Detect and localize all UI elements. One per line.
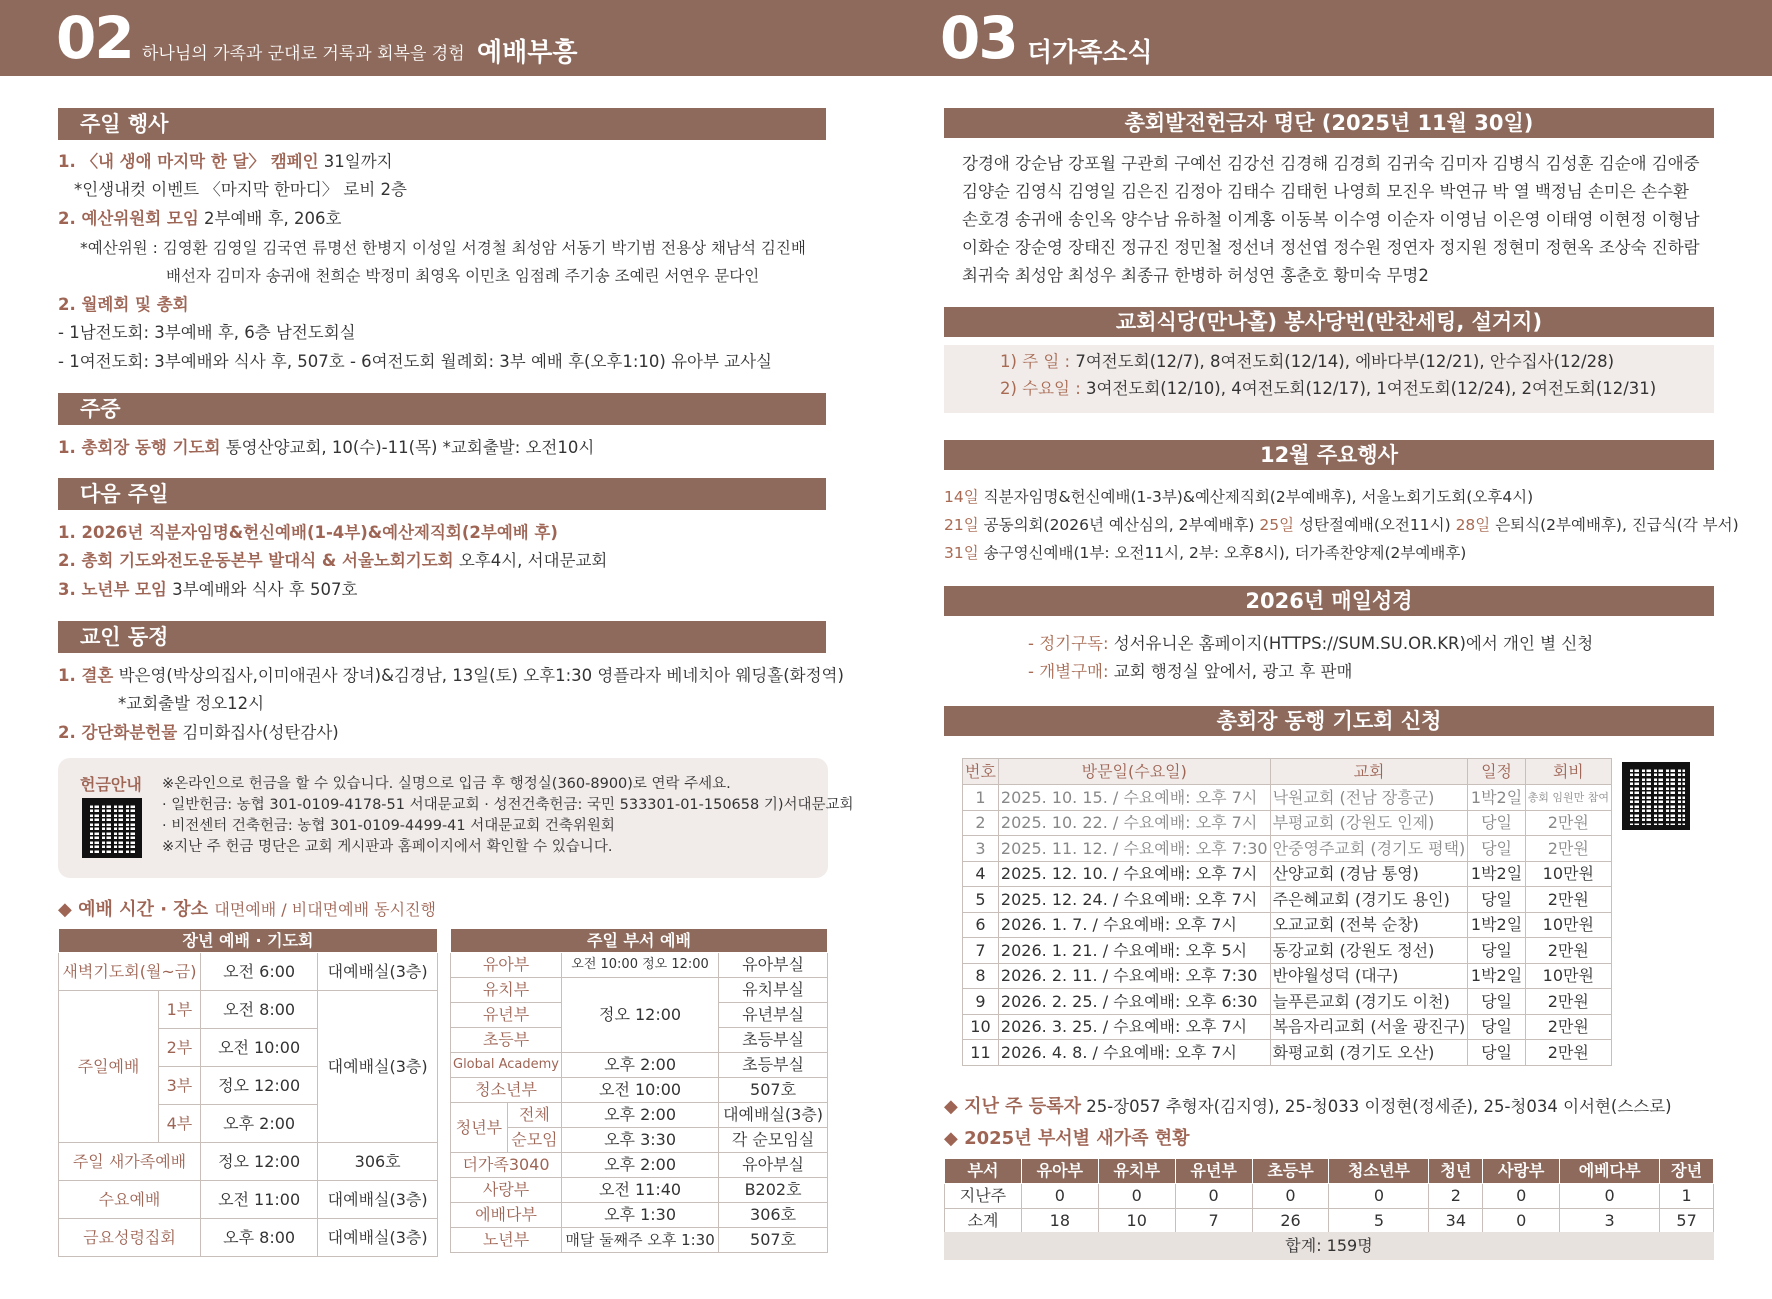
dept-time: 오후 1:30 <box>562 1203 719 1228</box>
dept-table-title: 주일 부서 예배 <box>451 929 828 953</box>
table-row <box>963 1014 1612 1040</box>
newfamily-worship-place: 306호 <box>318 1143 438 1181</box>
cafeteria-wednesday: 2) 수요일 : 3여전도회(12/10), 4여전도회(12/17), 1여전도회(12/24), 2여전도회(12/31) <box>1000 379 1657 398</box>
table-cell: 1박2일 <box>1468 912 1525 938</box>
dept-time: 매달 둘째주 오후 1:30 <box>562 1228 719 1253</box>
dept-name: 유치부 <box>451 978 562 1003</box>
table-cell: 18 <box>1021 1209 1098 1234</box>
friday-meeting-time: 오후 8:00 <box>200 1219 317 1257</box>
table-row <box>963 963 1612 989</box>
dept-name: 순모임 <box>507 1128 561 1153</box>
table-cell: 10만원 <box>1525 912 1611 938</box>
col-header: 방문일(수요일) <box>998 759 1270 785</box>
col-header: 에베다부 <box>1560 1159 1660 1184</box>
bible-subscription: - 정기구독: 성서유니온 홈페이지(HTTPS://SUM.SU.OR.KR)에서 개인 별 신청 <box>1028 634 1594 653</box>
table-cell: 3 <box>963 836 999 862</box>
table-cell: 당일 <box>1468 1014 1525 1040</box>
col-header: 번호 <box>963 759 999 785</box>
dept-place: 유아부실 <box>719 1153 828 1178</box>
table-cell: 2만원 <box>1525 836 1611 862</box>
table-cell: 10만원 <box>1525 861 1611 887</box>
friday-meeting-name: 금요성령집회 <box>59 1219 201 1257</box>
section-donors: 총회발전헌금자 명단 (2025년 11월 30일) <box>944 108 1714 138</box>
table-cell: 26 <box>1252 1209 1329 1234</box>
dept-place: 유치부실 <box>719 978 828 1003</box>
table-row <box>963 989 1612 1015</box>
col-header: 장년 <box>1660 1159 1714 1184</box>
next-item-1: 1. 2026년 직분자임명&헌신예배(1-4부)&예산제직회(2부예배 후) <box>58 523 558 542</box>
table-cell: 2026. 4. 8. / 수요예배: 오후 7시 <box>998 1040 1270 1066</box>
table-cell: 주은혜교회 (경기도 용인) <box>1270 887 1468 913</box>
col-header: 유아부 <box>1021 1159 1098 1184</box>
dawn-prayer-name: 새벽기도회(월~금) <box>59 953 201 991</box>
sunday-item-1: 1. 〈내 생애 마지막 한 달〉 캠페인 31일까지 <box>58 152 393 171</box>
col-header: 부서 <box>945 1159 1022 1184</box>
dept-time: 오전 10:00 정오 12:00 <box>562 953 719 978</box>
col-header: 청년 <box>1429 1159 1483 1184</box>
table-cell: 총회 임원만 참여 <box>1525 785 1611 811</box>
table-cell: 2025. 11. 12. / 수요예배: 오후 7:30 <box>998 836 1270 862</box>
dept-time-noon: 정오 12:00 <box>562 978 719 1053</box>
section-cafeteria: 교회식당(만나홀) 봉사당번(반찬세팅, 설거지) <box>944 307 1714 337</box>
sunday-item-3b: - 1여전도회: 3부예배와 식사 후, 507호 - 6여전도회 월례회: 3부 예배 후(오후1:10) 유아부 교사실 <box>58 352 772 371</box>
section-sunday-events: 주일 행사 <box>58 108 826 140</box>
page-number-left: 02 <box>56 4 133 72</box>
budget-committee-list: *예산위원 : 김영환 김영일 김국연 류명선 한병지 이성일 서경철 최성암 서동기 박기범 전용상 채남석 김진배 <box>80 239 806 257</box>
dept-place: B202호 <box>719 1178 828 1203</box>
dept-time: 오전 11:40 <box>562 1178 719 1203</box>
sunday-worship-place: 대예배실(3층) <box>318 991 438 1143</box>
table-cell: 2만원 <box>1525 810 1611 836</box>
dept-name: 전체 <box>507 1103 561 1128</box>
table-cell: 늘푸른교회 (경기도 이천) <box>1270 989 1468 1015</box>
section-midweek: 주중 <box>58 393 826 425</box>
table-cell: 7 <box>1175 1209 1252 1234</box>
col-header: 사랑부 <box>1483 1159 1560 1184</box>
next-item-3: 3. 노년부 모임 3부예배와 식사 후 507호 <box>58 580 358 599</box>
sunday-item-1-note: *인생내컷 이벤트 〈마지막 한마디〉 로비 2층 <box>74 180 407 199</box>
sunday-item-3: 2. 월례회 및 총회 <box>58 295 189 314</box>
dept-name: 초등부 <box>451 1028 562 1053</box>
table-cell: 2만원 <box>1525 989 1611 1015</box>
table-row <box>963 785 1612 811</box>
dept-name: 노년부 <box>451 1228 562 1253</box>
section-daily-bible: 2026년 매일성경 <box>944 586 1714 616</box>
table-row <box>963 861 1612 887</box>
dawn-prayer-place: 대예배실(3층) <box>318 953 438 991</box>
december-line-2: 21일 공동의회(2026년 예산심의, 2부예배후) 25일 성탄절예배(오전11시) 28일 은퇴식(2부예배후), 진급식(각 부서) <box>944 516 1739 534</box>
news-item-1-note: *교회출발 정오12시 <box>118 694 265 713</box>
friday-meeting-place: 대예배실(3층) <box>318 1219 438 1257</box>
newfamily-worship-time: 정오 12:00 <box>200 1143 317 1181</box>
budget-committee-list-2: 배선자 김미자 송귀애 천희순 박정미 최영옥 이민초 임점례 주기송 조예린 서연우 문다인 <box>166 267 760 285</box>
section-december-events: 12월 주요행사 <box>944 440 1714 470</box>
table-cell: 복음자리교회 (서울 광진구) <box>1270 1014 1468 1040</box>
table-cell: 6 <box>963 912 999 938</box>
donor-line-3: 손호경 송귀애 송인옥 양수남 유하철 이계홍 이동복 이수영 이순자 이영님 이은영 이태영 이현정 이형남 <box>962 210 1700 229</box>
col-header: 유치부 <box>1098 1159 1175 1184</box>
table-cell: 5 <box>963 887 999 913</box>
next-item-2: 2. 총회 기도와전도운동본부 발대식 & 서울노회기도회 오후4시, 서대문교회 <box>58 551 608 570</box>
bible-purchase: - 개별구매: 교회 행정실 앞에서, 광고 후 판매 <box>1028 662 1353 681</box>
dept-place: 유년부실 <box>719 1003 828 1028</box>
offering-line-2: · 일반헌금: 농협 301-0109-4178-51 서대문교회 · 성전건축헌금: 국민 533301-01-150658 기)서대문교회 <box>162 797 854 813</box>
table-cell: 1박2일 <box>1468 785 1525 811</box>
service-time: 정오 12:00 <box>200 1067 317 1105</box>
table-row <box>963 887 1612 913</box>
page-subtitle: 하나님의 가족과 군대로 거룩과 회복을 경험 <box>142 44 465 64</box>
dept-name: 청소년부 <box>451 1078 562 1103</box>
table-cell: 7 <box>963 938 999 964</box>
dept-name: Global Academy <box>451 1053 562 1078</box>
table-row <box>963 912 1612 938</box>
newfamily-total: 합계: 159명 <box>944 1232 1714 1260</box>
dept-place: 유아부실 <box>719 953 828 978</box>
offering-info-box <box>58 758 854 878</box>
registrants-line: ◆ 지난 주 등록자 25-장057 추형자(김지영), 25-청033 이정현(정세준), 25-청034 이서현(스스로) <box>944 1096 1672 1117</box>
dept-place: 초등부실 <box>719 1028 828 1053</box>
table-cell: 2026. 2. 11. / 수요예배: 오후 7:30 <box>998 963 1270 989</box>
wednesday-worship-place: 대예배실(3층) <box>318 1181 438 1219</box>
table-cell: 0 <box>1252 1184 1329 1209</box>
cafeteria-sunday: 1) 주 일 : 7여전도회(12/7), 8여전도회(12/14), 에바다부(12/21), 안수집사(12/28) <box>1000 352 1615 371</box>
dept-place: 대예배실(3층) <box>719 1103 828 1128</box>
table-cell: 1박2일 <box>1468 861 1525 887</box>
table-cell: 당일 <box>1468 989 1525 1015</box>
dept-name: 유년부 <box>451 1003 562 1028</box>
qr-code-icon[interactable] <box>1622 762 1690 830</box>
wednesday-worship-time: 오전 11:00 <box>200 1181 317 1219</box>
table-cell: 당일 <box>1468 938 1525 964</box>
table-cell: 0 <box>1098 1184 1175 1209</box>
table-row <box>945 1184 1714 1209</box>
sunday-item-3a: - 1남전도회: 3부예배 후, 6층 남전도회실 <box>58 323 356 342</box>
service-time: 오전 10:00 <box>200 1029 317 1067</box>
dept-time: 오후 3:30 <box>562 1128 719 1153</box>
table-cell: 2025. 12. 10. / 수요예배: 오후 7시 <box>998 861 1270 887</box>
table-cell: 산양교회 (경남 통영) <box>1270 861 1468 887</box>
offering-line-3: · 비전센터 건축헌금: 농협 301-0109-4499-41 서대문교회 건축위원회 <box>162 818 615 834</box>
table-cell: 2만원 <box>1525 1014 1611 1040</box>
prayer-visit-table <box>962 758 1612 1066</box>
section-member-news: 교인 동정 <box>58 621 826 653</box>
offering-line-1: ※온라인으로 헌금을 할 수 있습니다. 실명으로 입금 후 행정실(360-8900)로 연락 주세요. <box>162 776 731 792</box>
table-cell: 57 <box>1660 1209 1714 1234</box>
table-cell: 2025. 10. 15. / 수요예배: 오후 7시 <box>998 785 1270 811</box>
table-cell: 당일 <box>1468 836 1525 862</box>
department-worship-table <box>450 928 828 1253</box>
section-next-sunday: 다음 주일 <box>58 478 826 510</box>
top-banner <box>0 0 1772 76</box>
col-header: 유년부 <box>1175 1159 1252 1184</box>
table-row <box>963 836 1612 862</box>
table-row <box>963 810 1612 836</box>
col-header: 청소년부 <box>1329 1159 1429 1184</box>
table-cell: 2026. 1. 21. / 수요예배: 오후 5시 <box>998 938 1270 964</box>
table-cell: 1 <box>1660 1184 1714 1209</box>
page-title-left: 예배부흥 <box>477 38 578 68</box>
worship-times-heading: ◆ 예배 시간 · 장소 대면예배 / 비대면예배 동시진행 <box>58 899 436 920</box>
page-number-right: 03 <box>940 4 1017 72</box>
sunday-item-2: 2. 예산위원회 모임 2부예배 후, 206호 <box>58 209 342 228</box>
adult-worship-table <box>58 928 438 1257</box>
table-cell: 2026. 3. 25. / 수요예배: 오후 7시 <box>998 1014 1270 1040</box>
table-cell: 4 <box>963 861 999 887</box>
table-cell: 반야월성덕 (대구) <box>1270 963 1468 989</box>
table-row <box>963 938 1612 964</box>
dept-place: 각 순모임실 <box>719 1128 828 1153</box>
dept-name: 유아부 <box>451 953 562 978</box>
newfamily-heading: ◆ 2025년 부서별 새가족 현황 <box>944 1128 1190 1149</box>
table-cell: 2025. 10. 22. / 수요예배: 오후 7시 <box>998 810 1270 836</box>
news-item-1: 1. 결혼 박은영(박상의집사,이미애권사 장녀)&김경남, 13일(토) 오후1:30 영플라자 베네치아 웨딩홀(화정역) <box>58 666 844 685</box>
adult-table-title: 장년 예배 · 기도회 <box>59 929 438 953</box>
table-cell: 안중영주교회 (경기도 평택) <box>1270 836 1468 862</box>
table-row <box>945 1209 1714 1234</box>
table-cell: 낙원교회 (전남 장흥군) <box>1270 785 1468 811</box>
table-cell: 당일 <box>1468 1040 1525 1066</box>
table-cell: 10만원 <box>1525 963 1611 989</box>
table-cell: 10 <box>1098 1209 1175 1234</box>
col-header: 초등부 <box>1252 1159 1329 1184</box>
dept-place: 306호 <box>719 1203 828 1228</box>
table-cell: 34 <box>1429 1209 1483 1234</box>
table-header-row <box>945 1159 1714 1184</box>
table-cell: 0 <box>1483 1209 1560 1234</box>
service-part: 2부 <box>158 1029 200 1067</box>
service-part: 4부 <box>158 1105 200 1143</box>
dept-place: 507호 <box>719 1228 828 1253</box>
table-row <box>963 1040 1612 1066</box>
table-cell: 오교교회 (전북 순창) <box>1270 912 1468 938</box>
table-cell: 2만원 <box>1525 938 1611 964</box>
table-cell: 당일 <box>1468 810 1525 836</box>
table-cell: 2025. 12. 24. / 수요예배: 오후 7시 <box>998 887 1270 913</box>
dept-place: 507호 <box>719 1078 828 1103</box>
december-line-1: 14일 직분자임명&헌신예배(1-3부)&예산제직회(2부예배후), 서울노회기도회(오후4시) <box>944 488 1534 506</box>
news-item-2: 2. 강단화분헌물 김미화집사(성탄감사) <box>58 723 339 742</box>
service-part: 3부 <box>158 1067 200 1105</box>
service-part: 1부 <box>158 991 200 1029</box>
table-cell: 2만원 <box>1525 887 1611 913</box>
dept-name: 사랑부 <box>451 1178 562 1203</box>
table-cell: 10 <box>963 1014 999 1040</box>
midweek-item-1: 1. 총회장 동행 기도회 통영산양교회, 10(수)-11(목) *교회출발: 오전10시 <box>58 438 595 457</box>
table-cell: 9 <box>963 989 999 1015</box>
table-cell: 0 <box>1175 1184 1252 1209</box>
table-cell: 11 <box>963 1040 999 1066</box>
donor-line-2: 김양순 김영식 김영일 김은진 김정아 김태수 김태헌 나영희 모진우 박연규 박 열 백정님 손미은 손수환 <box>962 182 1689 201</box>
table-cell: 2만원 <box>1525 1040 1611 1066</box>
col-header: 회비 <box>1525 759 1611 785</box>
dept-time: 오후 2:00 <box>562 1103 719 1128</box>
table-cell: 1박2일 <box>1468 963 1525 989</box>
offering-line-4: ※지난 주 헌금 명단은 교회 게시판과 홈페이지에서 확인할 수 있습니다. <box>162 839 613 855</box>
dept-time: 오후 2:00 <box>562 1153 719 1178</box>
table-cell: 0 <box>1021 1184 1098 1209</box>
dept-place: 초등부실 <box>719 1053 828 1078</box>
newfamily-table <box>944 1158 1714 1234</box>
dept-time: 오후 2:00 <box>562 1053 719 1078</box>
qr-code-icon[interactable] <box>82 798 142 858</box>
table-cell: 8 <box>963 963 999 989</box>
table-cell: 2 <box>1429 1184 1483 1209</box>
table-cell: 5 <box>1329 1209 1429 1234</box>
table-cell: 3 <box>1560 1209 1660 1234</box>
col-header: 일정 <box>1468 759 1525 785</box>
table-cell: 0 <box>1483 1184 1560 1209</box>
table-cell: 소계 <box>945 1209 1022 1234</box>
dept-name: 더가족3040 <box>451 1153 562 1178</box>
table-cell: 2026. 1. 7. / 수요예배: 오후 7시 <box>998 912 1270 938</box>
table-cell: 2026. 2. 25. / 수요예배: 오후 6:30 <box>998 989 1270 1015</box>
youth-dept-label: 청년부 <box>451 1103 508 1153</box>
service-time: 오전 8:00 <box>200 991 317 1029</box>
donor-line-5: 최귀숙 최성암 최성우 최종규 한병하 허성연 홍춘호 황미숙 무명2 <box>962 266 1429 285</box>
wednesday-worship-name: 수요예배 <box>59 1181 201 1219</box>
page-title-right: 더가족소식 <box>1027 38 1153 68</box>
col-header: 교회 <box>1270 759 1468 785</box>
table-cell: 1 <box>963 785 999 811</box>
december-line-3: 31일 송구영신예배(1부: 오전11시, 2부: 오후8시), 더가족찬양제(2부예배후) <box>944 544 1467 562</box>
donor-line-1: 강경애 강순남 강포월 구관희 구예선 김강선 김경해 김경희 김귀숙 김미자 김병식 김성훈 김순애 김애중 <box>962 154 1700 173</box>
newfamily-worship-name: 주일 새가족예배 <box>59 1143 201 1181</box>
dawn-prayer-time: 오전 6:00 <box>200 953 317 991</box>
dept-name: 에배다부 <box>451 1203 562 1228</box>
dept-time: 오전 10:00 <box>562 1078 719 1103</box>
donor-line-4: 이화순 장순영 장태진 정규진 정민철 정선녀 정선엽 정수원 정연자 정지원 정현미 정현옥 조상숙 진하람 <box>962 238 1700 257</box>
table-cell: 2 <box>963 810 999 836</box>
service-time: 오후 2:00 <box>200 1105 317 1143</box>
table-cell: 당일 <box>1468 887 1525 913</box>
table-cell: 화평교회 (경기도 오산) <box>1270 1040 1468 1066</box>
table-cell: 부평교회 (강원도 인제) <box>1270 810 1468 836</box>
table-cell: 지난주 <box>945 1184 1022 1209</box>
section-prayer-signup: 총회장 동행 기도회 신청 <box>944 706 1714 736</box>
table-cell: 0 <box>1329 1184 1429 1209</box>
offering-label: 헌금안내 <box>80 775 142 794</box>
table-cell: 동강교회 (강원도 정선) <box>1270 938 1468 964</box>
sunday-worship-label: 주일예배 <box>59 991 159 1143</box>
table-cell: 0 <box>1560 1184 1660 1209</box>
